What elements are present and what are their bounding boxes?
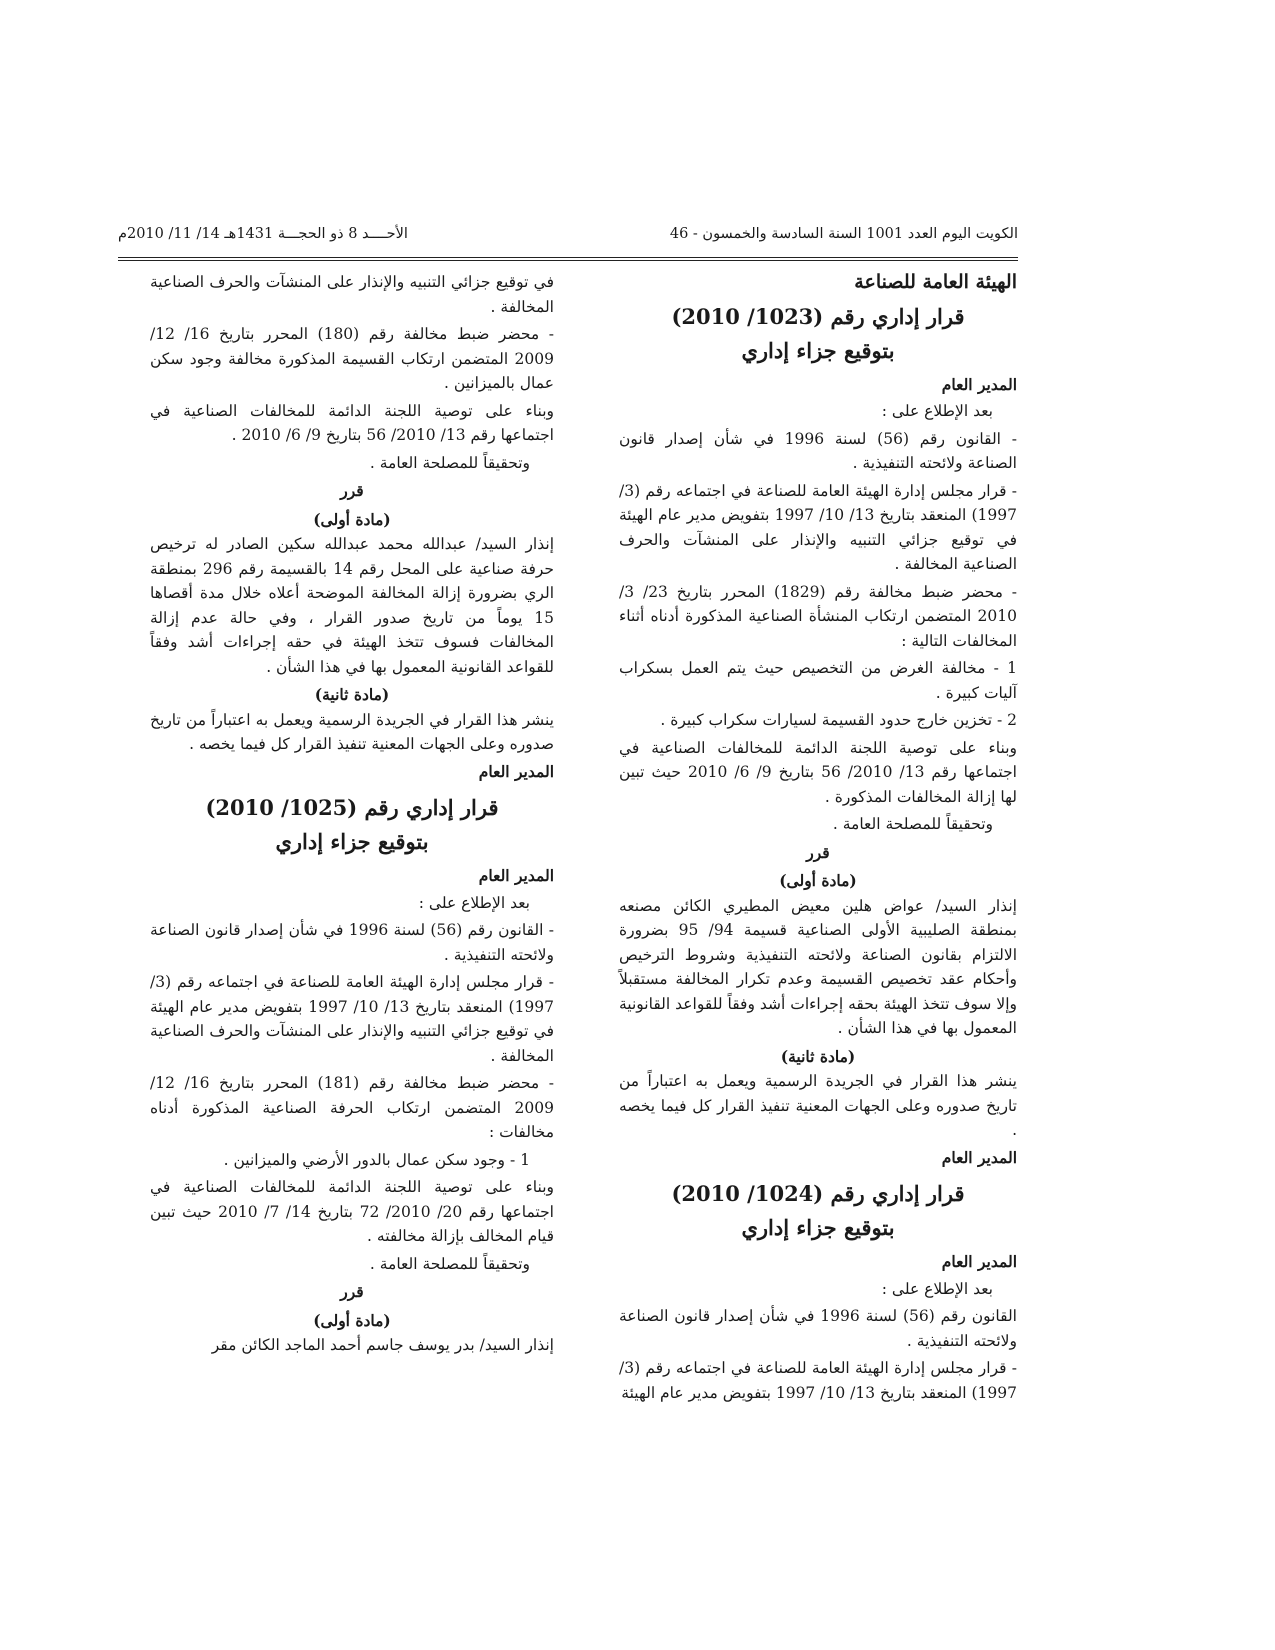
decision-1025-subtitle: بتوقيع جزاء إداري <box>275 829 429 854</box>
article-two-text: ينشر هذا القرار في الجريدة الرسمية ويعمل به اعتباراً من تاريخ صدوره وعلى الجهات المعنية تنفيذ القرار كل فيما يخصه . <box>150 710 554 753</box>
article-one-heading: (مادة أولى) <box>313 509 391 529</box>
decision-1025-title: قرار إداري رقم (1025/ 2010) <box>205 795 499 820</box>
issue-date: الأحــــد 8 ذو الحجـــة 1431هـ 14/ 11/ 2010م <box>118 226 408 242</box>
right-column <box>619 270 1017 1408</box>
paragraph: وبناء على توصية اللجنة الدائمة للمخالفات الصناعية في اجتماعها رقم 13/ 2010/ 56 بتاريخ 9/ 6/ 2010 . <box>150 401 554 444</box>
paragraph: - قرار مجلس إدارة الهيئة العامة للصناعة في اجتماعه رقم (3/ 1997) المنعقد بتاريخ 13/ 10/ 1997 بتفويض مدير عام الهيئة <box>619 1359 1017 1402</box>
decision-1023-subtitle: بتوقيع جزاء إداري <box>741 337 895 363</box>
director-label: المدير العام <box>941 374 1017 394</box>
decided-heading: قرر <box>806 842 830 862</box>
decision-1024-title: قرار إداري رقم (1024/ 2010) <box>671 1181 965 1206</box>
signature-director: المدير العام <box>478 761 554 781</box>
article-two-heading: (مادة ثانية) <box>314 685 390 704</box>
director-label: المدير العام <box>941 1252 1017 1271</box>
paragraph: - محضر ضبط مخالفة رقم (180) المحرر بتاريخ 16/ 12/ 2009 المتضمن ارتكاب القسيمة المذكورة مخالفة وجود سكن عمال بالميزانين . <box>150 325 554 392</box>
article-one-heading: (مادة أولى) <box>313 1310 391 1330</box>
page-header <box>118 218 1018 248</box>
left-column <box>150 270 554 1361</box>
paragraph: وبناء على توصية اللجنة الدائمة للمخالفات الصناعية في اجتماعها رقم 13/ 2010/ 56 بتاريخ 9/ 6/ 2010 حيث تبين لها إزالة المخالفات المذكورة . <box>619 738 1017 806</box>
paragraph: - محضر ضبط مخالفة رقم (181) المحرر بتاريخ 16/ 12/ 2009 المتضمن ارتكاب الحرفة الصناعية المذكورة أدناه مخالفات : <box>150 1074 554 1141</box>
paragraph: - القانون رقم (56) لسنة 1996 في شأن إصدار قانون الصناعة ولائحته التنفيذية . <box>619 429 1017 472</box>
article-one-heading: (مادة أولى) <box>779 871 857 890</box>
organization-name: الهيئة العامة للصناعة <box>854 271 1017 293</box>
paragraph: وتحقيقاً للمصلحة العامة . <box>369 1254 530 1273</box>
article-one-text: إنذار السيد/ عواض هلين معيض المطيري الكائن مصنعه بمنطقة الصليبية الأولى الصناعية قسيمة 94/ 95 بضرورة الالتزام بقانون الصناعة ولائحته التنفيذية وشروط الترخيص وأحكام عقد تخصيص القسيمة وعدم تكرار المخالفة مستقبلاً وإلا سوف تتخذ الهيئة بحقه إجراءات أشد وفقاً للقواعد القانونية المعمول بها في هذا الشأن . <box>619 896 1017 1037</box>
paragraph: القانون رقم (56) لسنة 1996 في شأن إصدار قانون الصناعة ولائحته التنفيذية . <box>619 1307 1017 1350</box>
paragraph: وتحقيقاً للمصلحة العامة . <box>832 815 993 833</box>
header-rule <box>118 257 1018 261</box>
paragraph: وبناء على توصية اللجنة الدائمة للمخالفات الصناعية في اجتماعها رقم 20/ 2010/ 72 بتاريخ 14/ 7/ 2010 حيث تبين قيام المخالف بإزالة مخالفته . <box>150 1178 554 1245</box>
paragraph: في توقيع جزائي التنبيه والإنذار على المنشآت والحرف الصناعية المخالفة . <box>150 273 554 316</box>
paragraph: 1 - وجود سكن عمال بالدور الأرضي والميزانين . <box>223 1150 530 1169</box>
signature-director: المدير العام <box>941 1147 1017 1167</box>
paragraph: - قرار مجلس إدارة الهيئة العامة للصناعة في اجتماعه رقم (3/ 1997) المنعقد بتاريخ 13/ 10/ 1997 بتفويض مدير عام الهيئة في توقيع جزائي التنبيه والإنذار على المنشآت والحرف الصناعية المخالفة . <box>150 973 555 1065</box>
paragraph: 2 - تخزين خارج حدود القسيمة لسيارات سكراب كبيرة . <box>660 711 1017 729</box>
article-one-text: إنذار السيد/ بدر يوسف جاسم أحمد الماجد الكائن مقر <box>211 1336 554 1354</box>
article-one-text: إنذار السيد/ عبدالله محمد عبدالله سكين الصادر له ترخيص حرفة صناعية على المحل رقم 14 بالقسيمة رقم 296 بمنطقة الري بضرورة إزالة المخالفة الموضحة أعلاه خلال مدة أقصاها 15 يوماً من تاريخ صدور القرار ، وفي حالة عدم إزالة المخالفات فسوف تتخذ الهيئة في حقه إجراءات أشد وفقاً للقواعد القانونية المعمول بها في هذا الشأن . <box>150 535 554 676</box>
paragraph: - القانون رقم (56) لسنة 1996 في شأن إصدار قانون الصناعة ولائحته التنفيذية . <box>150 921 554 964</box>
decision-1023-title: قرار إداري رقم (1023/ 2010) <box>671 303 965 329</box>
article-two-heading: (مادة ثانية) <box>780 1046 856 1066</box>
gazette-issue-info: الكويت اليوم العدد 1001 السنة السادسة والخمسون - 46 <box>669 226 1018 242</box>
paragraph: - قرار مجلس إدارة الهيئة العامة للصناعة في اجتماعه رقم (3/ 1997) المنعقد بتاريخ 13/ 10/ 1997 بتفويض مدير عام الهيئة في توقيع جزائي التنبيه والإنذار على المنشآت والحرف الصناعية المخالفة . <box>619 481 1017 573</box>
decision-1024-subtitle: بتوقيع جزاء إداري <box>741 1215 895 1240</box>
paragraph: 1 - مخالفة الغرض من التخصيص حيث يتم العمل بسكراب آليات كبيرة . <box>619 659 1017 702</box>
after-review: بعد الإطلاع على : <box>881 1279 993 1298</box>
decided-heading: قرر <box>340 481 364 500</box>
after-review: بعد الإطلاع على : <box>881 402 993 420</box>
article-two-text: ينشر هذا القرار في الجريدة الرسمية ويعمل به اعتباراً من تاريخ صدوره وعلى الجهات المعنية تنفيذ القرار كل فيما يخصه . <box>619 1072 1017 1139</box>
director-label: المدير العام <box>478 866 554 885</box>
paragraph: - محضر ضبط مخالفة رقم (1829) المحرر بتاريخ 23/ 3/ 2010 المتضمن ارتكاب المنشأة الصناعية المذكورة أدناه أثناء المخالفات التالية : <box>619 582 1017 650</box>
paragraph: وتحقيقاً للمصلحة العامة . <box>369 453 530 472</box>
after-review: بعد الإطلاع على : <box>418 893 530 912</box>
decided-heading: قرر <box>340 1282 364 1301</box>
